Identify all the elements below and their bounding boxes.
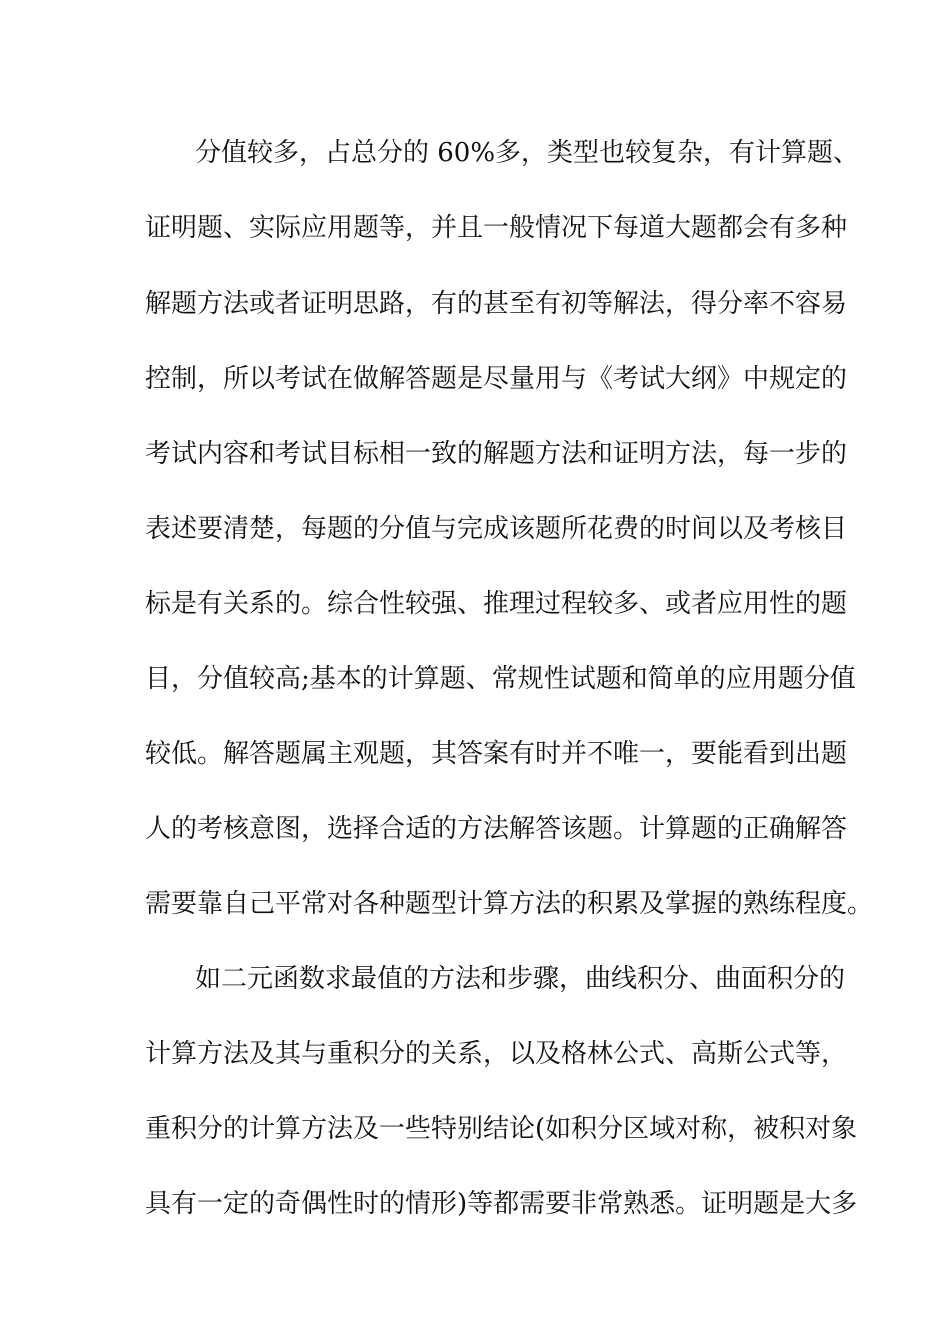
paragraph-1-line-6: 表述要清楚，每题的分值与完成该题所花费的时间以及考核目 (145, 514, 848, 544)
paragraph-1-line-2: 证明题、实际应用题等，并且一般情况下每道大题都会有多种 (145, 213, 848, 243)
paragraph-1-line-11: 需要靠自己平常对各种题型计算方法的积累及掌握的熟练程度。 (145, 889, 874, 919)
paragraph-2-line-3: 重积分的计算方法及一些特别结论(如积分区域对称，被积对象 (145, 1114, 858, 1144)
paragraph-1-line-7: 标是有关系的。综合性较强、推理过程较多、或者应用性的题 (145, 589, 848, 619)
paragraph-1-line-8: 目，分值较高;基本的计算题、常规性试题和简单的应用题分值 (145, 664, 856, 694)
paragraph-1-line-4: 控制，所以考试在做解答题是尽量用与《考试大纲》中规定的 (145, 364, 848, 394)
paragraph-1-line-10: 人的考核意图，选择合适的方法解答该题。计算题的正确解答 (145, 814, 848, 844)
paragraph-1-line-1: 分值较多，占总分的 60%多，类型也较复杂，有计算题、 (195, 138, 860, 168)
paragraph-1-line-9: 较低。解答题属主观题，其答案有时并不唯一，要能看到出题 (145, 739, 848, 769)
paragraph-1-line-3: 解题方法或者证明思路，有的甚至有初等解法，得分率不容易 (145, 289, 848, 319)
paragraph-2-line-1: 如二元函数求最值的方法和步骤，曲线积分、曲面积分的 (195, 964, 846, 994)
paragraph-1-line-5: 考试内容和考试目标相一致的解题方法和证明方法，每一步的 (145, 439, 848, 469)
paragraph-2-line-2: 计算方法及其与重积分的关系，以及格林公式、高斯公式等， (145, 1039, 848, 1069)
paragraph-2-line-4: 具有一定的奇偶性时的情形)等都需要非常熟悉。证明题是大多 (145, 1189, 858, 1219)
